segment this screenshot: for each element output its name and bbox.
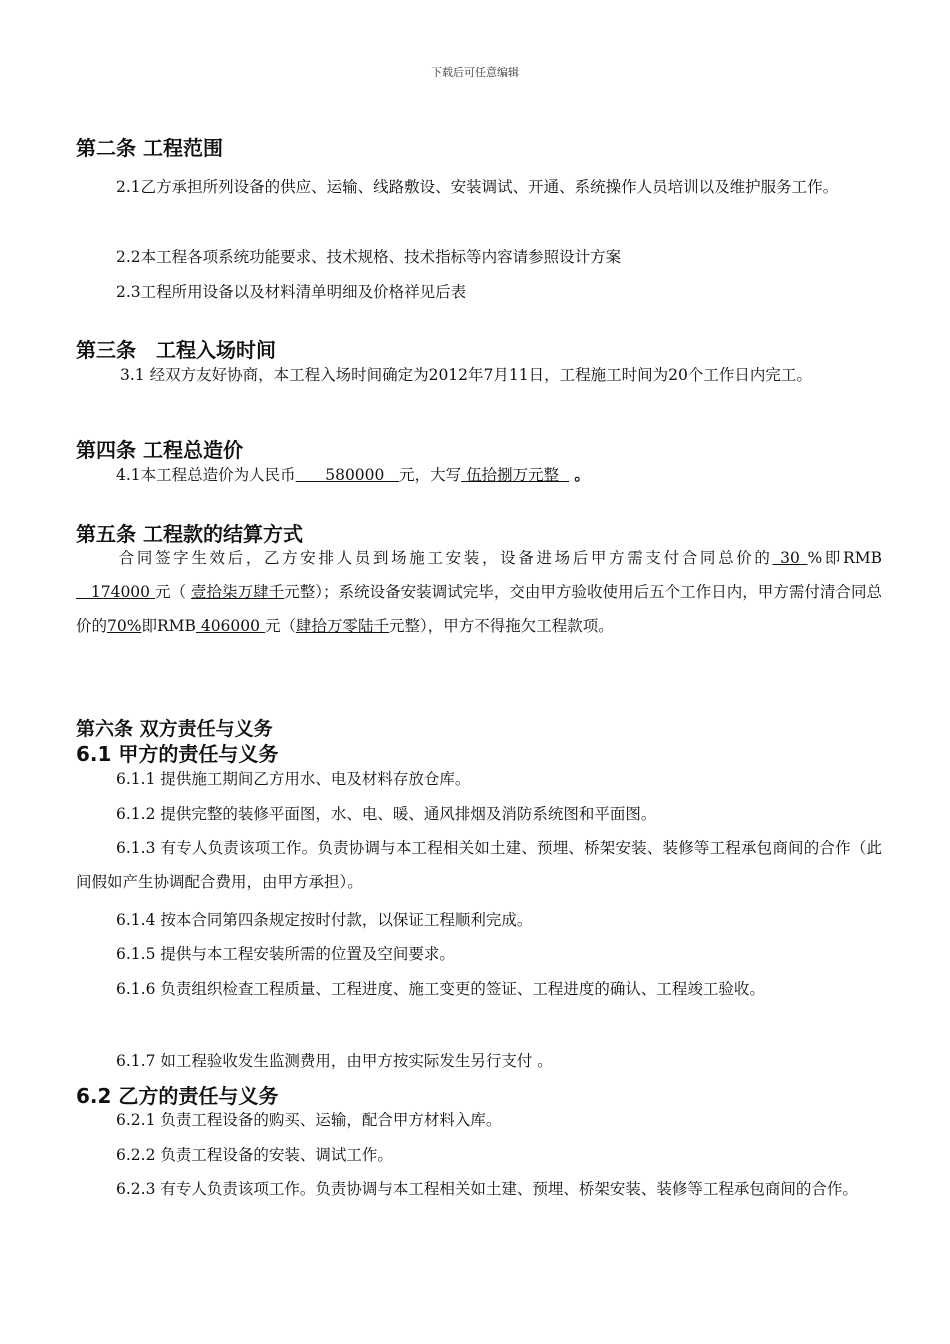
section-3-paragraph-1 <box>76 360 882 390</box>
clause-text: 6.2.2 负责工程设备的安装、调试工作。 <box>116 1146 393 1164</box>
first-payment-amount: 174000 <box>76 583 155 601</box>
clause-text: 6.2.1 负责工程设备的购买、运输，配合甲方材料入库。 <box>116 1111 502 1129</box>
clause-6-1-5 <box>76 937 882 971</box>
clause-6-1-1 <box>76 764 882 794</box>
section-5-text-g: 元整），甲方不得拖欠工程款项。 <box>388 617 614 635</box>
clause-text: 6.1.1 提供施工期间乙方用水、电及材料存放仓库。 <box>116 770 471 788</box>
section-5-text-e: 即RMB <box>141 617 196 635</box>
section-3-paragraph-1-text: 3.1 经双方友好协商，本工程入场时间确定为2012年7月11日，工程施工时间为20个工作日内完工。 <box>120 366 812 384</box>
section-2-paragraph-2 <box>76 240 882 274</box>
section-3-title: 第三条 工程入场时间 <box>76 338 276 362</box>
subsection-6-1-title: 6.1 甲方的责任与义务 <box>76 742 279 766</box>
final-payment-percent: 70% <box>107 617 142 635</box>
clause-text: 6.1.6 负责组织检查工程质量、工程进度、施工变更的签证、工程进度的确认、工程竣工验收。 <box>116 980 765 998</box>
section-2-paragraph-3 <box>76 275 882 309</box>
first-payment-percent: 30 <box>772 549 808 567</box>
clause-text: 6.1.4 按本合同第四条规定按时付款，以保证工程顺利完成。 <box>116 911 533 929</box>
subsection-6-2-title: 6.2 乙方的责任与义务 <box>76 1084 279 1108</box>
first-payment-amount-chinese: 壹拾柒万肆千 <box>191 583 285 601</box>
section-4-title: 第四条 工程总造价 <box>76 438 243 462</box>
section-2-paragraph-1 <box>76 170 882 204</box>
total-amount-chinese: 伍拾捌万元整 <box>461 466 569 484</box>
section-5-paragraph <box>76 541 882 643</box>
section-4-text-c: 。 <box>568 465 590 484</box>
clause-6-1-3 <box>76 831 882 899</box>
clause-text: 6.1.5 提供与本工程安装所需的位置及空间要求。 <box>116 945 455 963</box>
section-2-title: 第二条 工程范围 <box>76 136 223 160</box>
clause-text: 6.1.2 提供完整的装修平面图，水、电、暖、通风排烟及消防系统图和平面图。 <box>116 805 657 823</box>
section-2-paragraph-1-text: 2.1乙方承担所列设备的供应、运输、线路敷设、安装调试、开通、系统操作人员培训以及维护服务工作。 <box>116 178 839 196</box>
page-header-note: 下载后可任意编辑 <box>431 66 519 79</box>
clause-text: 6.1.7 如工程验收发生监测费用，由甲方按实际发生另行支付 。 <box>116 1052 553 1070</box>
total-amount: 580000 <box>295 466 400 484</box>
section-4-text-a: 4.1本工程总造价为人民币 <box>116 466 296 484</box>
clause-6-1-4 <box>76 903 882 937</box>
clause-6-2-3 <box>76 1172 882 1206</box>
clause-6-2-2 <box>76 1138 882 1172</box>
section-4-text-b: 元，大写 <box>399 466 462 484</box>
section-5-text-a: 合同签字生效后，乙方安排人员到场施工安装，设备进场后甲方需支付合同总价的 <box>116 549 773 567</box>
clause-text: 6.2.3 有专人负责该项工作。负责协调与本工程相关如土建、预埋、桥架安装、装修等工程承包商间的合作。 <box>116 1180 858 1198</box>
section-5-text-d: 元整）；系统设备安装调试完毕，交由甲方验收使用后五个工作日内，甲方需付清合同总价的 <box>76 583 882 635</box>
section-5-title: 第五条 工程款的结算方式 <box>76 522 303 546</box>
section-5-text-f: 元（ <box>264 617 296 635</box>
final-payment-amount: 406000 <box>195 617 265 635</box>
section-2-paragraph-2-text: 2.2本工程各项系统功能要求、技术规格、技术指标等内容请参照设计方案 <box>116 248 622 266</box>
section-5-text-b: %即RMB <box>807 549 882 567</box>
section-6-title: 第六条 双方责任与义务 <box>76 718 273 740</box>
clause-6-1-6 <box>76 972 882 1006</box>
clause-6-1-7 <box>76 1044 882 1078</box>
clause-6-1-2 <box>76 797 882 831</box>
section-2-paragraph-3-text: 2.3工程所用设备以及材料清单明细及价格祥见后表 <box>116 283 467 301</box>
clause-text: 6.1.3 有专人负责该项工作。负责协调与本工程相关如土建、预埋、桥架安装、装修等工程承包商间的合作（此间假如产生协调配合费用，由甲方承担）。 <box>76 839 882 891</box>
clause-6-2-1 <box>76 1105 882 1135</box>
section-4-paragraph-1 <box>76 460 882 490</box>
section-5-text-c: 元（ <box>155 583 192 601</box>
final-payment-amount-chinese: 肆拾万零陆千 <box>295 617 389 635</box>
